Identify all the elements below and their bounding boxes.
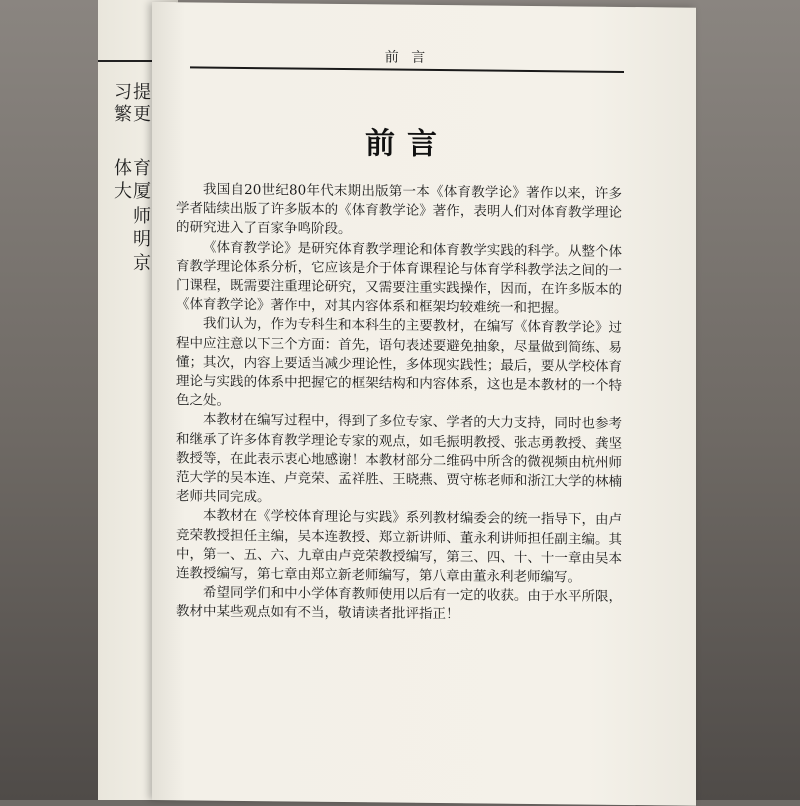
left-fragment: 繁更 (114, 104, 152, 125)
preface-body (176, 180, 622, 626)
left-fragment: 明 (133, 229, 152, 250)
left-fragment: 京 (133, 253, 152, 274)
left-fragment: 体育 (114, 158, 152, 179)
running-head: 前 言 (384, 49, 430, 66)
paragraph: 我们认为，作为专科生和本科生的主要教材，在编写《体育教学论》过程中应注意以下三个方面：首先，语句表述要避免抽象，尽量做到简练、易懂；其次，内容上要适当减少理论性，多体现实践性；最后，要从学校体育理论与实践的体系中把握它的框架结构和内容体系，这也是本教材的一个特色之处。 (176, 315, 622, 410)
left-page-rule (98, 60, 158, 62)
paragraph: 我国自20世纪80年代末期出版第一本《体育教学论》著作以来，许多学者陆续出版了许多版本的《体育教学论》著作，表明人们对体育教学理论的研究进入了百家争鸣阶段。 (176, 181, 622, 238)
page-title: 前言 (365, 126, 449, 163)
paragraph: 本教材在编写过程中，得到了多位专家、学者的大力支持，同时也参考和继承了许多体育教学理论专家的观点，如毛振明教授、张志勇教授、龚坚教授等，在此表示衷心地感谢！本教材部分二维码中所含的微视频由杭州师范大学的吴本连、卢竞荣、孟祥胜、王晓燕、贾守栋老师和浙江大学的林楠老师共同完成。 (176, 411, 622, 506)
left-fragment: 习提 (114, 82, 152, 103)
paragraph: 《体育教学论》是研究体育教学理论和体育教学实践的科学。从整个体育教学理论体系分析，它应该是介于体育课程论与体育学科教学法之间的一门课程，既需要注重理论研究，又需要注重实践操作，因而，在许多版本的《体育教学论》著作中，对其内容体系和框架均较难统一和把握。 (176, 239, 622, 317)
left-fragment: 大厦 (114, 181, 152, 202)
book-page (152, 2, 696, 806)
paragraph: 希望同学们和中小学体育教师使用以后有一定的收获。由于水平所限，教材中某些观点如有不当，敬请读者批评指正！ (176, 584, 622, 623)
paragraph: 本教材在《学校体育理论与实践》系列教材编委会的统一指导下，由卢竞荣教授担任主编，吴本连教授、郑立新讲师、董永利讲师担任副主编。其中，第一、五、六、九章由卢竞荣教授编写，第三、四、十、十一章由吴本连教授编写，第七章由郑立新老师编写，第八章由董永利老师编写。 (176, 507, 622, 586)
left-fragment: 师 (133, 206, 152, 227)
